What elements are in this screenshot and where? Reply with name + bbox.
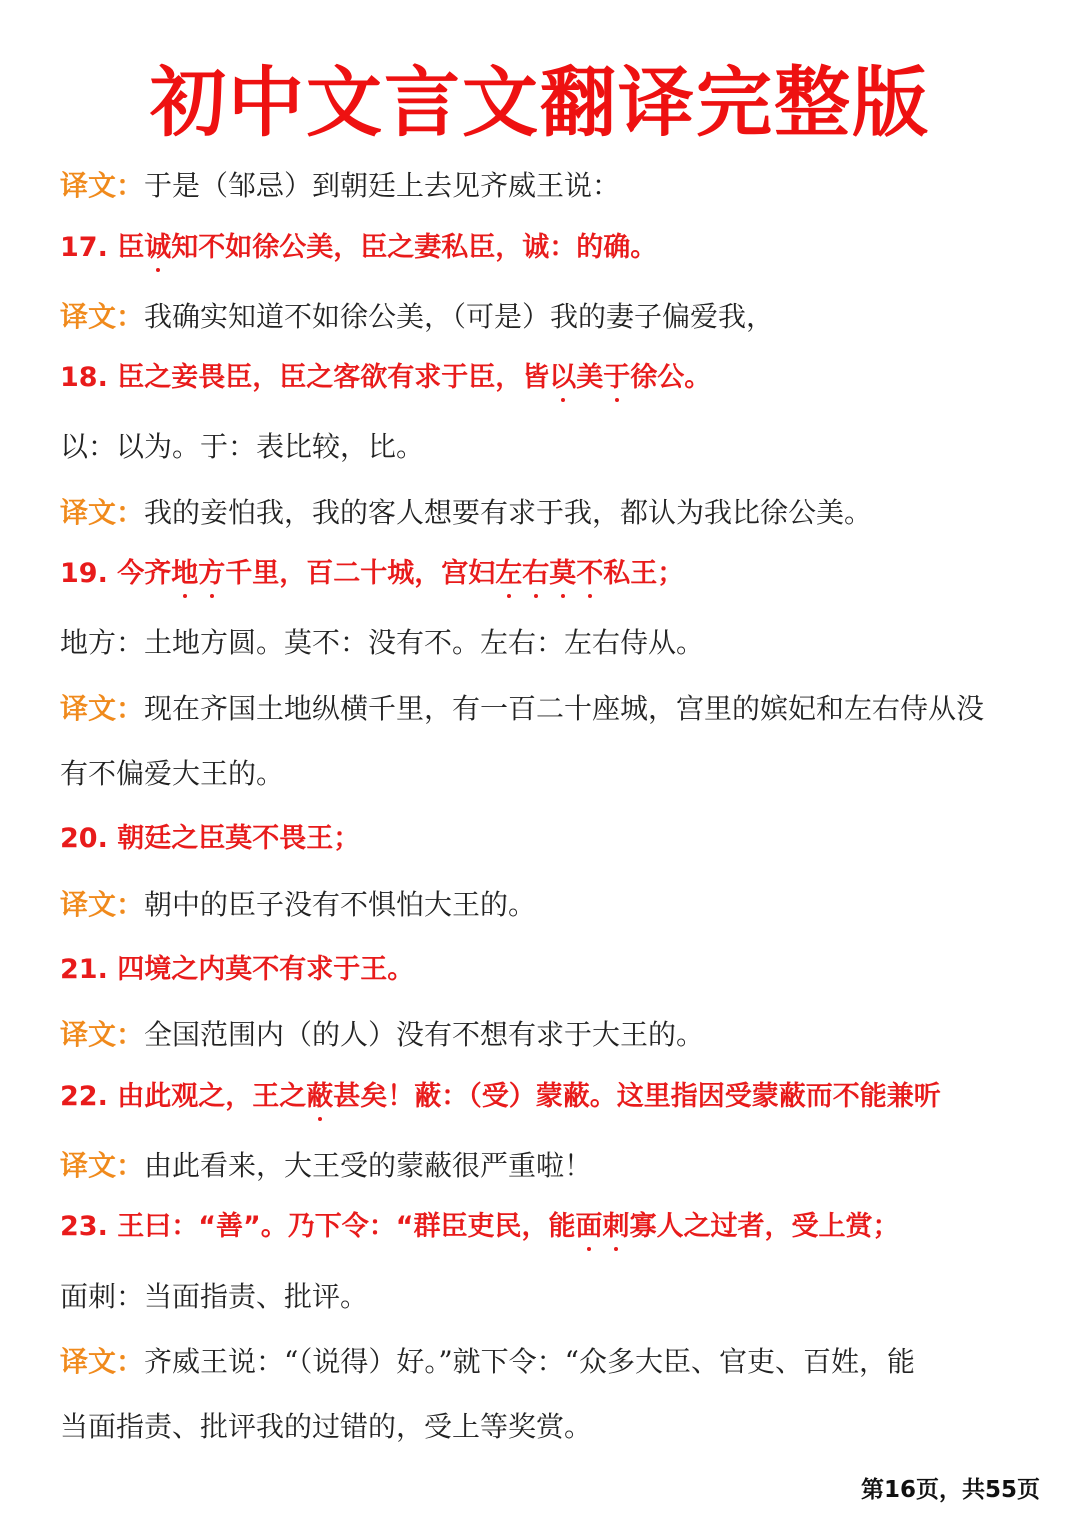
emphasized-char: 于: [603, 358, 630, 398]
source-sentence-23: [60, 1207, 1030, 1247]
emphasized-char: 地: [171, 554, 198, 594]
source-sentence-17: [60, 228, 1030, 268]
note-18: 以：以为。于：表比较，比。: [60, 430, 425, 463]
translation-label: 译文：: [60, 169, 145, 202]
translation-21: [60, 1015, 1030, 1055]
translation-16: [60, 166, 1030, 206]
emphasized-char: 蔽: [306, 1077, 333, 1117]
source-text: 23. 王曰：“善”。乃下令：“群臣吏民，能: [60, 1211, 576, 1242]
translation-23: [60, 1342, 1030, 1382]
translation-23-continued: 当面指责、批评我的过错的，受上等奖赏。: [60, 1410, 593, 1443]
translation-20: [60, 885, 1030, 925]
translation-17: [60, 297, 1030, 337]
source-sentence-21: 21. 四境之内莫不有求于王。: [60, 954, 415, 985]
translation-label: 译文：: [60, 300, 145, 333]
translation-22: [60, 1146, 1030, 1186]
source-sentence-18: [60, 358, 1030, 398]
translation-19: [60, 689, 1030, 729]
translation-text: 朝中的臣子没有不惧怕大王的。: [144, 888, 537, 921]
emphasized-char: 刺: [602, 1207, 629, 1247]
emphasized-char: 不: [576, 554, 603, 594]
source-text: 私王；: [603, 558, 685, 589]
translation-label: 译文：: [60, 1345, 145, 1378]
source-text: 美: [576, 362, 604, 393]
source-text: 18. 臣之妾畏臣，臣之客欲有求于臣，皆: [60, 362, 550, 393]
translation-label: 译文：: [60, 888, 145, 921]
page-number: 第16页，共55页: [860, 1477, 1040, 1503]
source-text: 千里，百二十城，宫妇: [225, 558, 496, 589]
emphasized-char: 面: [575, 1207, 602, 1247]
source-sentence-20: 20. 朝廷之臣莫不畏王；: [60, 823, 361, 854]
note-23: 面刺：当面指责、批评。: [60, 1280, 369, 1313]
translation-label: 译文：: [60, 496, 145, 529]
translation-label: 译文：: [60, 1018, 145, 1051]
source-text: 徐公。: [630, 362, 712, 393]
source-text: 甚矣！蔽：（受）蒙蔽。这里指因受蒙蔽而不能兼听: [333, 1081, 941, 1112]
translation-text: 齐威王说：“（说得）好。”就下令：“众多大臣、官吏、百姓，能: [144, 1345, 915, 1378]
translation-text: 我的妾怕我，我的客人想要有求于我，都认为我比徐公美。: [144, 496, 873, 529]
translation-text: 现在齐国土地纵横千里，有一百二十座城，宫里的嫔妃和左右侍从没: [144, 692, 985, 725]
translation-19-continued: 有不偏爱大王的。: [60, 757, 285, 790]
translation-text: 于是（邹忌）到朝廷上去见齐威王说：: [144, 169, 621, 202]
source-text: 寡人之过者，受上赏；: [629, 1211, 900, 1242]
translation-label: 译文：: [60, 692, 145, 725]
emphasized-char: 诚: [144, 228, 171, 268]
emphasized-char: 左: [495, 554, 522, 594]
source-text: 知不如徐公美，臣之妻私臣，诚：的确。: [171, 232, 658, 263]
emphasized-char: 右: [522, 554, 549, 594]
source-text: 19. 今齐: [60, 558, 172, 589]
emphasized-char: 莫: [549, 554, 576, 594]
translation-text: 我确实知道不如徐公美，（可是）我的妻子偏爱我，: [144, 300, 775, 333]
source-sentence-22: [60, 1077, 1030, 1117]
translation-label: 译文：: [60, 1149, 145, 1182]
emphasized-char: 以: [549, 358, 576, 398]
note-19: 地方：土地方圆。莫不：没有不。左右：左右侍从。: [60, 626, 705, 659]
source-text: 17. 臣: [60, 232, 145, 263]
source-text: 22. 由此观之，王之: [60, 1081, 307, 1112]
source-sentence-19: [60, 554, 1030, 594]
translation-18: [60, 493, 1030, 533]
emphasized-char: 方: [198, 554, 225, 594]
translation-text: 全国范围内（的人）没有不想有求于大王的。: [144, 1018, 705, 1051]
translation-text: 由此看来，大王受的蒙蔽很严重啦！: [144, 1149, 593, 1182]
document-title: 初中文言文翻译完整版: [150, 58, 930, 147]
